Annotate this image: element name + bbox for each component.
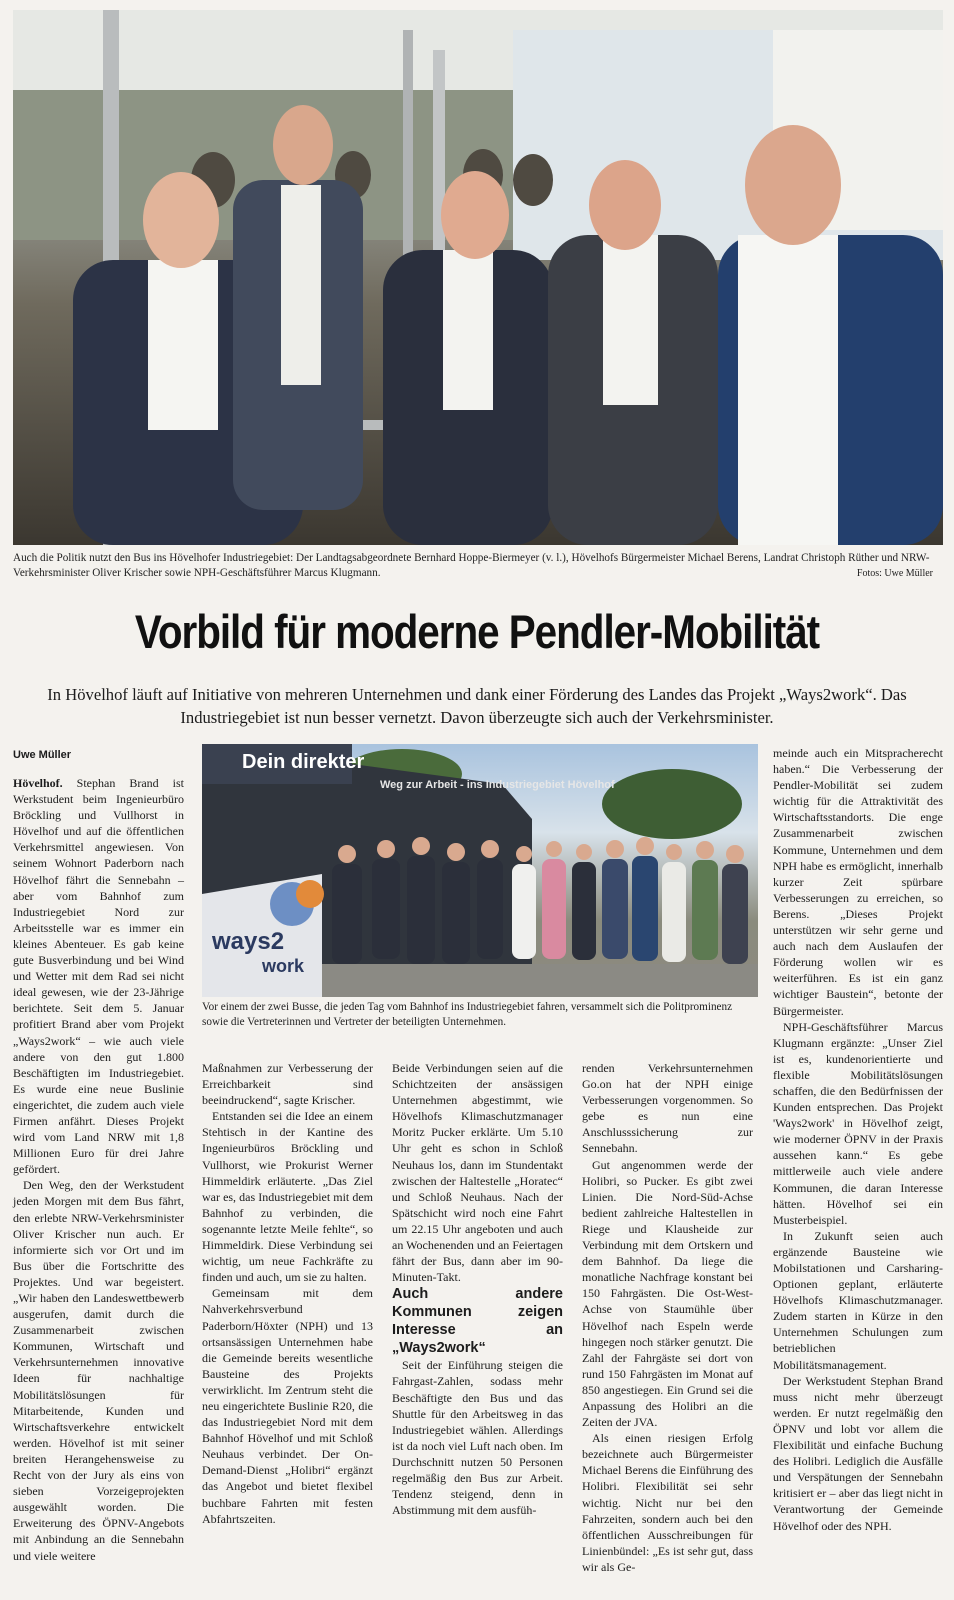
headline: Vorbild für moderne Pendler-Mobilität: [134, 605, 820, 658]
paragraph: Seit der Einführung steigen die Fahrgast-Zahlen, sodass mehr Beschäftigte den Bus und das Shuttle für den Arbeitsweg in das Industriegebiet wählen. Allerdings ist da noch viel Luft nach oben. Im Durchschnitt nutzen 50 Personen regelmäßig den Bus zur Arbeit. Tendenz steigend, denn in Abstimmung mit dem ausfüh-: [392, 1358, 563, 1518]
deck: In Hövelhof läuft auf Initiative von mehreren Unternehmen und dank einer Förderung des Landes das Projekt „Ways2work“. Das Industriegebiet ist nun besser vernetzt. Davon überzeugte sich auch der Verkehrsminister.: [47, 685, 907, 727]
paragraph: Gemeinsam mit dem Nahverkehrsverbund Paderborn/Höxter (NPH) und 13 ortsansässigen Unternehmen habe die Gemeinde bereits wesentliche Bausteine des Projekts verwirklicht. Im Zentrum steht die neu eingerichtete Buslinie R20, die das Industriegebiet Nord mit dem Bahnhof Hövelhof und mit Schloß Neuhaus verbindet. Der On-Demand-Dienst „Holibri“ ergänzt das Angebot und bietet flexibel buchbare Fahrten mit festen Abfahrtszeiten.: [202, 1286, 373, 1526]
subheading: Auch andere Kommunen zeigen Interesse an „Ways2work“: [392, 1286, 563, 1357]
paragraph: Beide Verbindungen seien auf die Schichtzeiten der ansässigen Unternehmen abgestimmt, wie Hövelhofs Klimaschutzmanager Moritz Pucker erklärte. Um 5.10 Uhr geht es schon in Schloß Neuhaus los, dann im Stundentakt zwischen der Haltestelle „Horatec“ und Schloß Neuhaus. Nach der Spätschicht wird noch eine Fahrt um 22.15 Uhr angeboten und auch an Wochenenden und an Feiertagen fährt der Bus, dann aber im 90-Minuten-Takt.: [392, 1061, 563, 1285]
paragraph: Maßnahmen zur Verbesserung der Erreichbarkeit sind beeindruckend“, sagte Krischer.: [202, 1061, 373, 1108]
article-column-3: [392, 1060, 563, 1518]
photo-group-at-bus: [202, 744, 758, 997]
paragraph: In Zukunft seien auch ergänzende Bausteine wie Mobilstationen und Carsharing-Optionen geplant, erläuterte Hövelhofs Klimaschutzmanager. Zudem starten in Kürze in den Unternehmen Schulungen zum betrieblichen Mobilitätsmanagement.: [773, 1228, 943, 1372]
bus-logo-line2: work: [262, 956, 305, 976]
paragraph: Als einen riesigen Erfolg bezeichnete auch Bürgermeister Michael Berens die Einführung des Holibri. Flexibilität sei sehr wichtig. Nicht nur bei den Fahrzeiten, sondern auch bei den öffentlichen Ausschreibungen für Linienbündel: „Es ist sehr gut, dass wir als Ge-: [582, 1431, 753, 1574]
bus-group-illustration: [202, 744, 758, 997]
paragraph: Gut angenommen werde der Holibri, so Pucker. Es gibt zwei Linien. Die Nord-Süd-Achse bedient zahlreiche Haltestellen in Riege und Klausheide zur Verbindung mit dem Ortskern und dem Bahnhof. Da liege die monatliche Nachfrage konstant bei 150 Fahrgästen. Die Ost-West-Achse von Staumühle über Hövelhof nach Espeln werde hingegen noch stärker genutzt. Die Zahl der Fahrgäste sei dort von rund 150 Fahrgästen im Monat auf 850 angestiegen. Ein Grund sei die Anpassung des Holibri an die Zeiten der JVA.: [582, 1157, 753, 1430]
bus-banner-text: Dein direkter: [242, 751, 365, 773]
photo-credit: Fotos: Uwe Müller: [856, 568, 933, 579]
bus-interior-illustration: [13, 10, 943, 545]
photo-politicians-in-bus: [13, 10, 943, 545]
paragraph: Der Werkstudent Stephan Brand muss nicht mehr überzeugt werden. Er nutzt regelmäßig den ÖPNV und lobt vor allem die Flexibilität und einfache Buchung des Holibri. Lediglich die Ausfälle und Verspätungen der Sennebahn kritisiert er – aber das liegt nicht in Verantwortung der Gemeinde Hövelhof oder des NPH.: [773, 1373, 943, 1533]
bus-logo-line1: ways2: [212, 928, 285, 955]
paragraph: renden Verkehrsunternehmen Go.on hat der NPH einige Verbesserungen vorgenommen. So gebe es nun eine Anschlusssicherung zur Sennebahn.: [582, 1061, 753, 1156]
article-column-1: [13, 775, 184, 1564]
photo-mid-caption: Vor einem der zwei Busse, die jeden Tag vom Bahnhof ins Industriegebiet fahren, versammelt sich die Politprominenz sowie die Vertreterinnen und Vertreter der beteiligten Unternehmen.: [202, 1001, 733, 1028]
dateline: Hövelhof.: [13, 776, 63, 790]
photo-top-caption: [13, 551, 943, 581]
article-column-4: [582, 1060, 753, 1575]
paragraph: [13, 775, 184, 1177]
caption-text: Auch die Politik nutzt den Bus ins Hövelhofer Industriegebiet: Der Landtagsabgeordnete Bernhard Hoppe-Biermeyer (v. l.), Hövelhofs Bürgermeister Michael Berens, Landrat Christoph Rüther und NRW-Verkehrsminister Oliver Krischer sowie NPH-Geschäftsführer Marcus Klugmann.: [13, 552, 930, 579]
paragraph: Entstanden sei die Idee an einem Stehtisch in der Kantine des Ingenieurbüros Bröckling und Vullhorst, wie Prokurist Werner Himmeldirk erläuterte. „Das Ziel war es, das Industriegebiet mit dem Bahnhof zu verbinden, die sogenannte letzte Meile fehlte“, so Himmeldirk. Diese Verbindung sei wichtig, um neue Fachkräfte zu finden und auch, um sie zu halten.: [202, 1109, 373, 1285]
paragraph: Den Weg, den der Werkstudent jeden Morgen mit dem Bus fährt, den erlebte NRW-Verkehrsminister Oliver Krischer nun auch. Er informierte sich vor Ort und im Bus über die Fortschritte des Projektes. Und war begeistert. „Wir haben den Landeswettbewerb ausgerufen, damit durch die Zusammenarbeit zwischen Kommunen, Wirtschaft und Verkehrsunternehmen innovative Ideen für nachhaltige Mobilitätslösungen für Mitarbeitende, Kunden und Wirtschaftsverkehre entwickelt werden. Hövelhof ist mit seiner breiten Herangehensweise zu Recht von der Jury als eins von sieben Vorzeigeprojekten ausgewählt worden. Die Erweiterung des ÖPNV-Angebots mit Anbindung an die Sennebahn und viele weitere: [13, 1178, 184, 1563]
bus-banner-subtext: Weg zur Arbeit - ins Industriegebiet Hövelhof: [380, 779, 615, 791]
paragraph: NPH-Geschäftsführer Marcus Klugmann ergänzte: „Unser Ziel ist es, kundenorientierte und flexible Mobilitätslösungen schaffen, die den Bedürfnissen der Kunden entsprechen. Das Projekt 'Ways2work' in Hövelhof zeigt, wie moderner ÖPNV in der Praxis aussehen kann.“ Es gebe mittlerweile auch viele andere Kommunen, die daran Interesse hätten. Hövelhof sei ein Musterbeispiel.: [773, 1019, 943, 1227]
author-byline: Uwe Müller: [13, 749, 72, 761]
article-column-2: [202, 1060, 373, 1527]
article-column-5: [773, 745, 943, 1534]
paragraph: meinde auch ein Mitspracherecht haben.“ Die Verbesserung der Pendler-Mobilität sei zudem wichtig für die Attraktivität des Wirtschaftsstandorts. Die enge Zusammenarbeit zwischen Kommune, Unternehmen und dem NPH habe es ermöglicht, innerhalb kurzer Zeit spürbare Verbesserungen zu erreichen, so Berens. „Dieses Projekt unterstützen wir sehr gerne und auch nach dem Auslaufen der Förderung wollen wir es weiterführen. Es ist ein ganz wichtiger Baustein“, betonte der Bürgermeister.: [773, 746, 943, 1018]
paragraph-text: Stephan Brand ist Werkstudent beim Ingenieurbüro Bröckling und Vullhorst in Hövelhof und auf die öffentlichen Verkehrsmittel angewiesen. Von seinem Wohnort Paderborn nach Hövelhof fährt die Sennebahn – aber vom Bahnhof zum Industriegebiet Nord zur Arbeitsstelle war es immer ein kleines Abenteuer. Es gab keine gute Busverbindung und bei Wind und Wetter mit dem Rad sei nicht ideal gewesen, wie der 23-Jährige berichtete. Seit dem 5. Januar profitiert Brand aber vom Projekt „Ways2work“ – wie auch viele andere von den gut 1.800 Beschäftigten im Industriegebiet. Es wurde eine neue Buslinie eingerichtet, die zudem auch viele Firmen anfährt. Dieses Projekt wird vom Land NRW mit 1,8 Millionen Euro für drei Jahre gefördert.: [13, 776, 184, 1177]
